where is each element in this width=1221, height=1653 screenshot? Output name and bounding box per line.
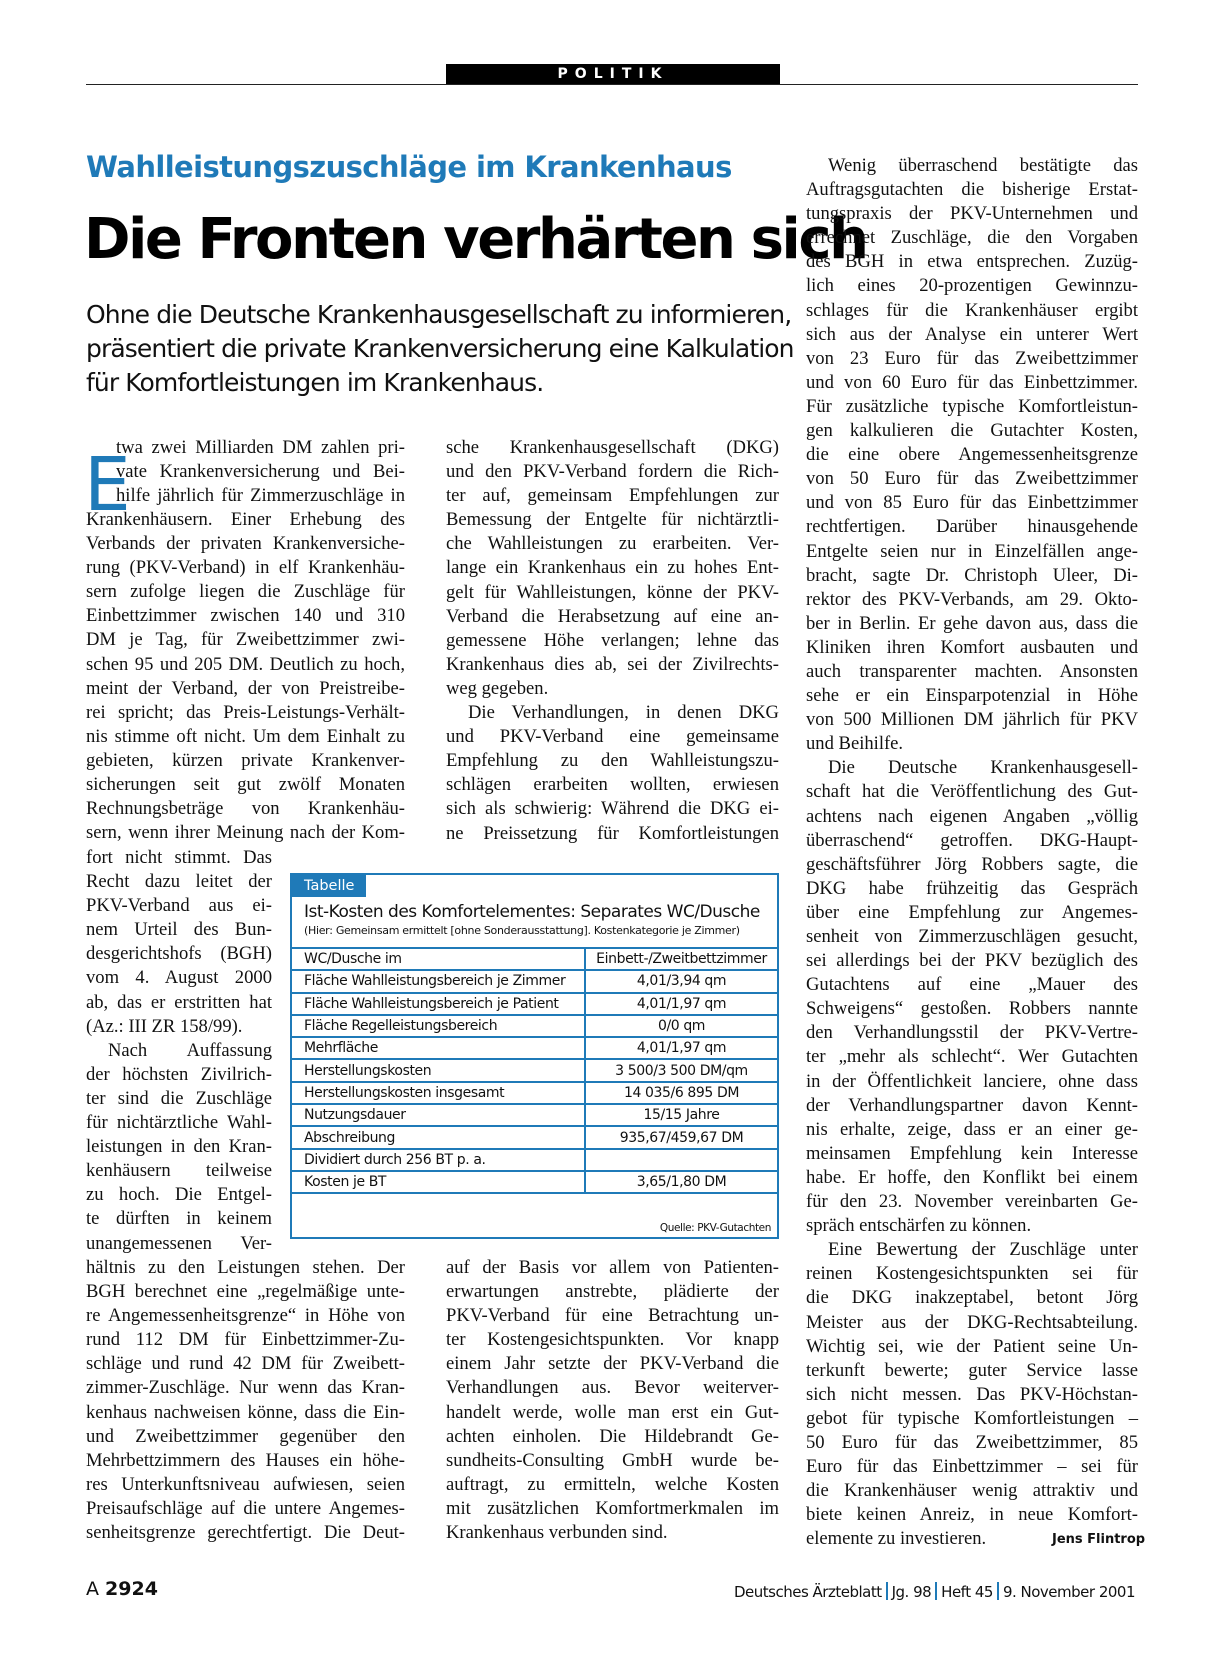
text-line: DKG habe frühzeitig das Gespräch: [806, 877, 1138, 899]
text-line: gebieten, kürzen private Krankenver-: [86, 749, 405, 771]
standfirst-line: für Komfortleistungen im Krankenhaus.: [86, 368, 544, 397]
text-line: schläge und rund 42 DM für Zweibett-: [86, 1353, 405, 1375]
text-line: Für zusätzliche typische Komfortleistun-: [806, 395, 1138, 417]
text-line: achtens nach eigenen Angaben „völlig: [806, 805, 1138, 827]
table-cell-value: 3,65/1,80 DM: [585, 1171, 777, 1193]
text-line: handelt werde, wolle man erst ein Gut-: [446, 1401, 779, 1423]
table-cell-value: 0/0 qm: [585, 1015, 777, 1037]
text-line: und Beihilfe.: [806, 733, 904, 755]
article-headline: Die Fronten verhärten sich: [84, 207, 867, 272]
table-source: Quelle: PKV-Gutachten: [659, 1222, 771, 1234]
text-line: gebot für typische Komfortleistungen –: [806, 1407, 1138, 1429]
table-grid: [292, 947, 777, 1212]
text-line: Empfehlung zu den Wahlleistungszu-: [446, 750, 779, 772]
footer-separator: [935, 1582, 937, 1600]
table-row: [292, 1037, 777, 1059]
text-line: meint der Verband, der von Preistreibe-: [86, 677, 405, 699]
text-line: hältnis zu den Leistungen stehen. Der: [86, 1257, 405, 1278]
text-line: BGH berechnet eine „regelmäßige unte-: [86, 1281, 405, 1303]
text-line: Kliniken ihren Komfort ausbauten und: [806, 636, 1138, 658]
text-line: rund 112 DM für Einbettzimmer-Zu-: [86, 1329, 405, 1351]
text-line: vom 4. August 2000: [86, 967, 272, 989]
text-line: und von 60 Euro für das Einbettzimmer.: [806, 371, 1138, 393]
page-prefix: A: [86, 1578, 99, 1600]
text-line: nis erhalte, zeige, dass er an einer ge-: [806, 1118, 1138, 1140]
table-title: Ist-Kosten des Komfortelementes: Separates WC/Dusche: [304, 902, 760, 922]
text-line: mit zusätzlichen Komfortmerkmalen im: [446, 1497, 779, 1519]
text-line: sicherungen seit gut zwölf Monaten: [86, 774, 405, 796]
table-row: [292, 1082, 777, 1104]
text-line: einem Jahr setzte der PKV-Verband die: [446, 1353, 779, 1375]
text-line: der höchsten Zivilrich-: [86, 1063, 272, 1085]
table-row: [292, 1104, 777, 1126]
table-cell-label: Herstellungskosten: [292, 1059, 585, 1081]
journal-volume: Jg. 98: [891, 1583, 932, 1601]
text-line: Gutachtens auf eine „Mauer des: [806, 974, 1138, 996]
column-1-narrow-text: [86, 846, 272, 1256]
text-line: gemessene Höhe verlangen; lehne das: [446, 629, 779, 651]
text-line: geschäftsführer Jörg Robbers sagte, die: [806, 853, 1138, 875]
text-line: auf der Basis vor allem von Patienten-: [446, 1257, 779, 1278]
column-2-continued: [446, 1256, 779, 1545]
text-line: Preisaufschläge auf die untere Angemes-: [86, 1497, 405, 1519]
page-number: [86, 1578, 158, 1600]
footer-separator: [997, 1582, 999, 1600]
text-line: res Unterkunftsniveau aufwiesen, seien: [86, 1473, 405, 1495]
text-line: kenhäusern teilweise: [86, 1160, 272, 1182]
text-line: in der Öffentlichkeit lanciere, ohne dass: [806, 1070, 1138, 1092]
text-line: ter auf, gemeinsam Empfehlungen zur: [446, 485, 779, 507]
standfirst-line: Ohne die Deutsche Krankenhausgesellschaft zu informieren,: [86, 300, 792, 329]
table-row: [292, 970, 777, 992]
table-cell-value: 3 500/3 500 DM/qm: [585, 1059, 777, 1081]
text-line: schlägen erarbeiten wollten, erwiesen: [446, 774, 779, 796]
footer-citation: [734, 1582, 1135, 1601]
text-line: Einbettzimmer zwischen 140 und 310: [86, 605, 405, 627]
section-label: POLITIK: [446, 64, 780, 85]
text-line: ter sind die Zuschläge: [86, 1087, 272, 1109]
text-line: von 500 Millionen DM jährlich für PKV: [806, 709, 1138, 731]
drop-cap: E: [84, 442, 131, 528]
text-line: Krankenhäusern. Einer Erhebung des: [86, 509, 405, 530]
text-line: den Verhandlungsstil der PKV-Vertre-: [806, 1022, 1138, 1044]
table-cell-label: Fläche Wahlleistungsbereich je Patient: [292, 993, 585, 1015]
text-line: und von 85 Euro für das Einbettzimmer: [806, 492, 1138, 514]
text-line: (Az.: III ZR 158/99).: [86, 1015, 243, 1037]
text-line: terkunft bewerte; guter Service lasse: [806, 1359, 1138, 1381]
text-line: nem Urteil des Bun-: [86, 919, 272, 941]
text-line: sundheits-Consulting GmbH wurde be-: [446, 1449, 779, 1471]
article-standfirst: [86, 298, 794, 400]
column-2-text: [446, 436, 779, 846]
text-line: Rechnungsbeträge von Krankenhäu-: [86, 798, 405, 820]
text-line: Verhandlungen aus. Bevor weiterver-: [446, 1377, 779, 1399]
text-line: auftragt, zu ermitteln, welche Kosten: [446, 1473, 779, 1495]
text-line: sich nicht messen. Das PKV-Höchstan-: [806, 1383, 1138, 1405]
table-row: [292, 993, 777, 1015]
text-line: und den PKV-Verband fordern die Rich-: [446, 461, 779, 483]
table-row: [292, 1015, 777, 1037]
text-line: 50 Euro für das Zweibettzimmer, 85: [806, 1431, 1138, 1453]
text-line: ter Kostengesichtspunkten. Vor knapp: [446, 1329, 779, 1351]
text-line: twa zwei Milliarden DM zahlen pri-: [116, 437, 405, 458]
text-line: kenhaus nachweisen könne, dass die Ein-: [86, 1401, 405, 1423]
text-line: überraschend“ getroffen. DKG-Haupt-: [806, 829, 1138, 851]
table-footer-row: [292, 1193, 777, 1212]
text-line: tungspraxis der PKV-Unternehmen und: [806, 203, 1138, 225]
table-row: [292, 1171, 777, 1193]
text-line: errechnet Zuschläge, die den Vorgaben: [806, 227, 1138, 249]
table-cell-label: Dividiert durch 256 BT p. a.: [292, 1149, 585, 1171]
text-line: re Angemessenheitsgrenze“ in Höhe von: [86, 1305, 405, 1327]
text-line: zu hoch. Die Entgel-: [86, 1184, 272, 1206]
text-line: die eine obere Angemessenheitsgrenze: [806, 444, 1138, 466]
standfirst-line: präsentiert die private Krankenversicherung eine Kalkulation: [86, 334, 794, 363]
table-cell-label: Fläche Regelleistungsbereich: [292, 1015, 585, 1037]
text-line: Krankenhaus verbunden sind.: [446, 1522, 668, 1544]
text-line: sehe er ein Einsparpotenzial in Höhe: [806, 685, 1138, 707]
text-line: weg gegeben.: [446, 677, 549, 699]
text-line: senheit von Zimmerzuschlägen gesucht,: [806, 926, 1138, 947]
text-line: bracht, sagte Dr. Christoph Uleer, Di-: [806, 564, 1138, 586]
text-line: senheitsgrenze gerechtfertigt. Die Deut-: [86, 1522, 405, 1544]
text-line: von 50 Euro für das Zweibettzimmer: [806, 468, 1138, 490]
text-line: Recht dazu leitet der: [86, 871, 272, 893]
text-line: sche Krankenhausgesellschaft (DKG): [446, 437, 779, 458]
text-line: lich eines 20-prozentigen Gewinnzu-: [806, 275, 1138, 297]
table-subtitle: (Hier: Gemeinsam ermittelt [ohne Sonderausstattung]. Kostenkategorie je Zimmer): [304, 924, 740, 937]
text-line: sei allerdings bei der PKV bezüglich des: [806, 950, 1138, 972]
text-line: Wichtig sei, wie der Patient seine Un-: [806, 1335, 1138, 1357]
table-cell-value: [585, 1149, 777, 1171]
text-line: für nichtärztliche Wahl-: [86, 1112, 272, 1134]
table-cell-label: Kosten je BT: [292, 1171, 585, 1193]
table-row: [292, 1149, 777, 1171]
text-line: PKV-Verband für eine Betrachtung un-: [446, 1305, 779, 1327]
text-line: desgerichtshofs (BGH): [86, 943, 272, 965]
text-line: Mehrbettzimmern des Hauses ein höhe-: [86, 1449, 405, 1471]
text-line: Verbands der privaten Krankenversiche-: [86, 533, 405, 555]
journal-date: 9. November 2001: [1002, 1583, 1135, 1601]
text-line: che Wahlleistungen zu erarbeiten. Ver-: [446, 533, 779, 555]
column-1-text: [86, 508, 405, 845]
text-line: der Verhandlungspartner davon Kennt-: [806, 1094, 1138, 1116]
table-cell-label: Fläche Wahlleistungsbereich je Zimmer: [292, 970, 585, 992]
table-cell-value: 4,01/1,97 qm: [585, 1037, 777, 1059]
text-line: die Krankenhäuser wenig attraktiv und: [806, 1480, 1138, 1502]
text-line: Schweigens“ gestoßen. Robbers nannte: [806, 998, 1138, 1020]
text-line: DM je Tag, für Zweibettzimmer zwi-: [86, 629, 405, 651]
text-line: ber in Berlin. Er gehe davon aus, dass die: [806, 612, 1138, 634]
text-line: Verband die Herabsetzung auf eine an-: [446, 605, 779, 627]
text-line: über eine Empfehlung zur Angemes-: [806, 901, 1138, 923]
text-line: ab, das er erstritten hat: [86, 991, 272, 1013]
text-line: rung (PKV-Verband) in elf Krankenhäu-: [86, 557, 405, 579]
text-line: ter „mehr als schlecht“. Wer Gutachten: [806, 1046, 1138, 1068]
text-line: PKV-Verband aus ei-: [86, 895, 272, 917]
text-line: erwartungen anstrebte, plädierte der: [446, 1281, 779, 1303]
text-line: sern, wenn ihrer Meinung nach der Kom-: [86, 822, 405, 844]
table-cell-value: 935,67/459,67 DM: [585, 1126, 777, 1148]
text-line: rei spricht; das Preis-Leistungs-Verhält-: [86, 701, 405, 723]
text-line: und PKV-Verband eine gemeinsame: [446, 726, 779, 748]
text-line: leistungen in den Kran-: [86, 1136, 272, 1158]
text-line: Auftragsgutachten die bisherige Erstat-: [806, 179, 1138, 201]
table-cell-label: Nutzungsdauer: [292, 1104, 585, 1126]
text-line: Bemessung der Entgelte für nichtärztli-: [446, 509, 779, 531]
text-line: rechtfertigen. Darüber hinausgehende: [806, 516, 1138, 538]
table-row: [292, 1059, 777, 1081]
text-line: hilfe jährlich für Zimmerzuschläge in: [116, 485, 405, 507]
text-line: lange ein Krankenhaus ein zu hohes Ent-: [446, 557, 779, 579]
table-cell-value: Einbett-/Zweitbettzimmer: [585, 948, 777, 970]
table-cell-label: WC/Dusche im: [292, 948, 585, 970]
journal-issue: Heft 45: [941, 1583, 993, 1601]
text-line: Wenig überraschend bestätigte das: [828, 155, 1138, 176]
column-1-continued: [86, 1256, 405, 1545]
text-line: Nach Auffassung: [108, 1039, 272, 1061]
text-line: schaft hat die Veröffentlichung des Gut-: [806, 781, 1138, 803]
table-tag: Tabelle: [292, 875, 366, 897]
text-line: für den 23. November vereinbarten Ge-: [806, 1191, 1138, 1213]
header-rule: [86, 84, 1138, 85]
table-footer-cell: [292, 1193, 777, 1212]
text-line: sern zufolge liegen die Zuschläge für: [86, 581, 405, 603]
text-line: Die Deutsche Krankenhausgesell-: [828, 757, 1138, 779]
text-line: nis stimme oft nicht. Um dem Einhalt zu: [86, 725, 405, 747]
text-line: achten einholen. Die Hildebrandt Ge-: [446, 1425, 779, 1447]
table-cell-value: 4,01/1,97 qm: [585, 993, 777, 1015]
text-line: vate Krankenversicherung und Bei-: [116, 461, 405, 483]
table-cell-label: Abschreibung: [292, 1126, 585, 1148]
table-header-row: [292, 948, 777, 970]
column-1-intro: [116, 436, 405, 508]
table-cell-label: Mehrfläche: [292, 1037, 585, 1059]
text-line: meinsamen Empfehlung kein Interesse: [806, 1142, 1138, 1164]
page-number-value: 2924: [105, 1578, 158, 1600]
table-cell-value: 15/15 Jahre: [585, 1104, 777, 1126]
text-line: biete keinen Anreiz, in neue Komfort-: [806, 1504, 1138, 1526]
text-line: fort nicht stimmt. Das: [86, 847, 272, 868]
text-line: gelt für Wahlleistungen, könne der PKV-: [446, 581, 779, 603]
table-row: [292, 1126, 777, 1148]
text-line: schlages für die Krankenhäuser ergibt: [806, 299, 1138, 321]
text-line: und Zweibettzimmer gegenüber den: [86, 1425, 405, 1447]
text-line: zimmer-Zuschläge. Nur wenn das Kran-: [86, 1377, 405, 1399]
text-line: ne Preissetzung für Komfortleistungen: [446, 822, 779, 844]
text-line: des BGH in etwa entsprechen. Zuzüg-: [806, 251, 1138, 273]
cost-table: [290, 873, 779, 1239]
text-line: Euro für das Einbettzimmer – sei für: [806, 1456, 1138, 1478]
text-line: Meister aus der DKG-Rechtsabteilung.: [806, 1311, 1138, 1333]
text-line: Die Verhandlungen, in denen DKG: [468, 702, 779, 724]
text-line: sich aus der Analyse ein unterer Wert: [806, 323, 1138, 345]
text-line: te dürften in keinem: [86, 1208, 272, 1230]
table-cell-value: 4,01/3,94 qm: [585, 970, 777, 992]
article-kicker: Wahlleistungszuschläge im Krankenhaus: [86, 150, 732, 184]
text-line: schen 95 und 205 DM. Deutlich zu hoch,: [86, 653, 405, 675]
text-line: rektor des PKV-Verbands, am 29. Okto-: [806, 588, 1138, 610]
text-line: von 23 Euro für das Zweibettzimmer: [806, 347, 1138, 369]
text-line: Entgelte seien nur in Einzelfällen ange-: [806, 540, 1138, 562]
text-line: elemente zu investieren.: [806, 1528, 987, 1550]
text-line: gen kalkulieren die Gutachter Kosten,: [806, 420, 1138, 442]
author-name: Jens Flintrop: [1052, 1532, 1146, 1547]
column-3-text: [806, 154, 1138, 1551]
text-line: spräch entschärfen zu können.: [806, 1215, 1032, 1237]
text-line: sich als schwierig: Während die DKG ei-: [446, 798, 779, 820]
text-line: die DKG inakzeptabel, betont Jörg: [806, 1287, 1138, 1309]
text-line: reinen Kostengesichtspunkten sei für: [806, 1263, 1138, 1285]
text-line: Krankenhaus dies ab, sei der Zivilrechts-: [446, 653, 779, 675]
text-line: auch transparenter machten. Ansonsten: [806, 660, 1138, 682]
table-cell-label: Herstellungskosten insgesamt: [292, 1082, 585, 1104]
text-line: unangemessenen Ver-: [86, 1232, 272, 1254]
table-cell-value: 14 035/6 895 DM: [585, 1082, 777, 1104]
footer-separator: [886, 1582, 888, 1600]
text-line: habe. Er hoffe, den Konflikt bei einem: [806, 1166, 1138, 1188]
journal-name: Deutsches Ärzteblatt: [733, 1583, 882, 1601]
text-line: Eine Bewertung der Zuschläge unter: [828, 1239, 1138, 1261]
